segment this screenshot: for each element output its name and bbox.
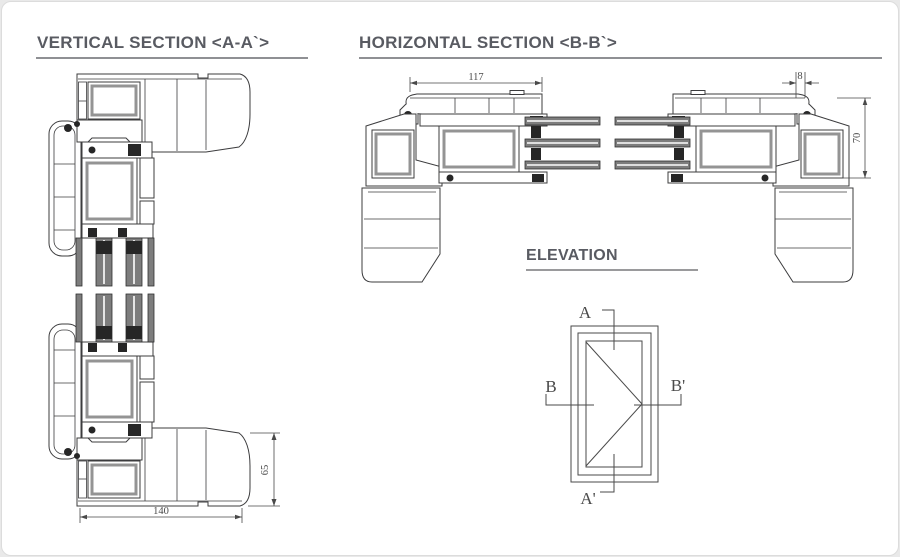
glazing-spacer-block xyxy=(531,126,541,138)
opening-direction-lines xyxy=(586,342,642,466)
section-cut-lines xyxy=(546,310,681,492)
label-B: B xyxy=(545,377,557,396)
label-A: A xyxy=(578,303,592,322)
dimension-140 xyxy=(80,506,242,523)
vertical-glazing-unit xyxy=(76,238,154,342)
horizontal-left-profile-assembly xyxy=(362,91,547,283)
horizontal-section-title: HORIZONTAL SECTION <B-B`> xyxy=(359,33,618,52)
elevation-drawing xyxy=(545,303,685,508)
technical-drawings-canvas xyxy=(2,2,900,557)
elevation-title: ELEVATION xyxy=(526,247,618,264)
dimension-65 xyxy=(248,433,280,506)
horizontal-glazing-unit xyxy=(525,117,690,169)
gasket-dot xyxy=(64,124,72,132)
dim-140-label: 140 xyxy=(153,506,169,517)
horizontal-right-profile-assembly xyxy=(668,91,853,283)
vertical-section-drawing xyxy=(49,74,280,523)
gasket-block xyxy=(128,144,141,156)
drawing-sheet xyxy=(1,1,899,556)
label-B-prime: B' xyxy=(670,376,686,395)
dim-70-label: 70 xyxy=(852,132,863,144)
label-A-prime: A' xyxy=(580,489,596,508)
dim-65-label: 65 xyxy=(260,464,271,476)
dimension-117 xyxy=(410,72,542,92)
vertical-bottom-profile-assembly xyxy=(49,324,250,506)
dim-117-label: 117 xyxy=(468,72,484,83)
dim-8-label: 8 xyxy=(797,71,803,82)
glazing-spacer-block xyxy=(96,241,112,254)
horizontal-section-drawing xyxy=(362,71,871,282)
vertical-section-title: VERTICAL SECTION <A-A`> xyxy=(37,33,270,52)
vertical-top-profile-assembly xyxy=(49,74,250,256)
